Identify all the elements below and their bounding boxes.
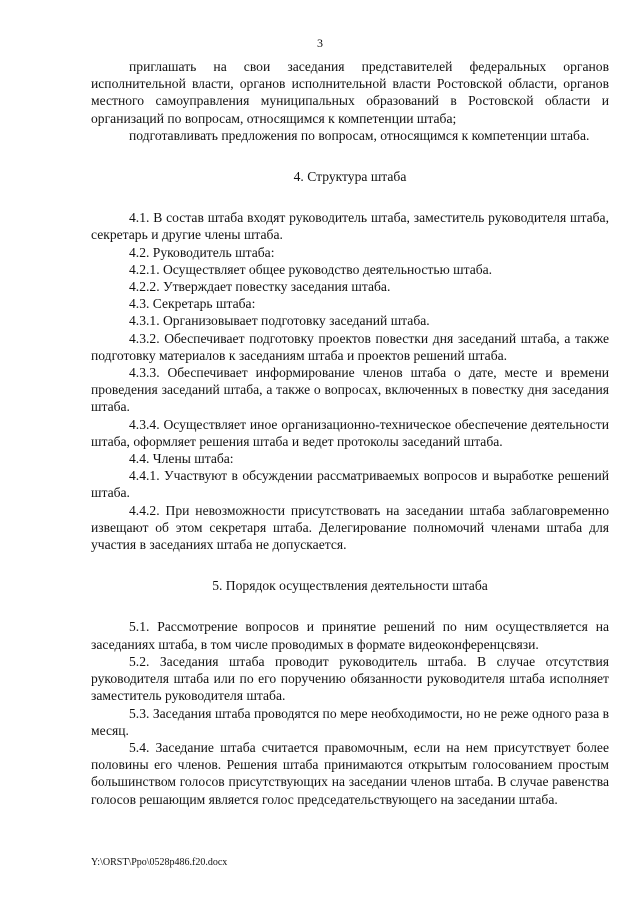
intro-paragraph: подготавливать предложения по вопросам, относящимся к компетенции штаба. <box>129 127 590 143</box>
paragraph-4-3-4: 4.3.4. Осуществляет иное организационно-техническое обеспечение деятельности штаба, оформляет решения штаба и ведет протоколы заседаний штаба. <box>91 416 609 449</box>
page-number: 3 <box>317 36 323 50</box>
paragraph-4-4-1: 4.4.1. Участвуют в обсуждении рассматриваемых вопросов и выработке решений штаба. <box>91 468 609 501</box>
file-path-footer: Y:\ORST\Ppo\0528p486.f20.docx <box>91 857 228 868</box>
section-heading-procedure: 5. Порядок осуществления деятельности штаба <box>212 578 488 594</box>
paragraph-4-2-1: 4.2.1. Осуществляет общее руководство деятельностью штаба. <box>129 261 493 277</box>
paragraph-4-1: 4.1. В состав штаба входят руководитель штаба, заместитель руководителя штаба, секретарь и другие члены штаба. <box>91 210 609 243</box>
paragraph-5-1: 5.1. Рассмотрение вопросов и принятие решений по ним осуществляется на заседаниях штаба, в том числе проводимых в формате видеоконференцсвязи. <box>91 619 609 652</box>
paragraph-5-3: 5.3. Заседания штаба проводятся по мере необходимости, но не реже одного раза в месяц. <box>91 705 609 738</box>
paragraph-4-4-2: 4.4.2. При невозможности присутствовать на заседании штаба заблаговременно извещают об этом секретаря штаба. Делегирование полномочий членами штаба для участия в заседаниях штаба не допускается. <box>91 502 609 553</box>
paragraph-5-4: 5.4. Заседание штаба считается правомочным, если на нем присутствует более половины его членов. Решения штаба принимаются открытым голосованием простым большинством голосов присутствующих на заседании членов штаба. В случае равенства голосов решающим является голос председательствующего на заседании штаба. <box>91 739 609 807</box>
paragraph-4-2: 4.2. Руководитель штаба: <box>129 244 275 260</box>
paragraph-4-3-1: 4.3.1. Организовывает подготовку заседаний штаба. <box>129 313 430 329</box>
paragraph-4-3-3: 4.3.3. Обеспечивает информирование членов штаба о дате, месте и времени проведения заседаний штаба, а также о вопросах, включенных в повестку дня заседания штаба. <box>91 365 609 415</box>
intro-paragraph: приглашать на свои заседания представителей федеральных органов исполнительной власти, органов исполнительной власти Ростовской области, органов местного самоуправления муниципальных образований в Ростовской области и организаций по вопросам, относящимся к компетенции штаба; <box>91 59 609 126</box>
paragraph-4-2-2: 4.2.2. Утверждает повестку заседания штаба. <box>129 279 391 295</box>
section-heading-structure: 4. Структура штаба <box>293 169 407 185</box>
paragraph-5-2: 5.2. Заседания штаба проводит руководитель штаба. В случае отсутствия руководителя штаба или по его поручению обязанности руководителя штаба исполняет заместитель руководителя штаба. <box>91 653 609 704</box>
paragraph-4-4: 4.4. Члены штаба: <box>129 451 234 467</box>
paragraph-4-3-2: 4.3.2. Обеспечивает подготовку проектов повестки дня заседаний штаба, а также подготовку материалов к заседаниям штаба и проектов решений штаба. <box>91 330 609 363</box>
document-body <box>91 58 609 808</box>
paragraph-4-3: 4.3. Секретарь штаба: <box>129 296 256 312</box>
